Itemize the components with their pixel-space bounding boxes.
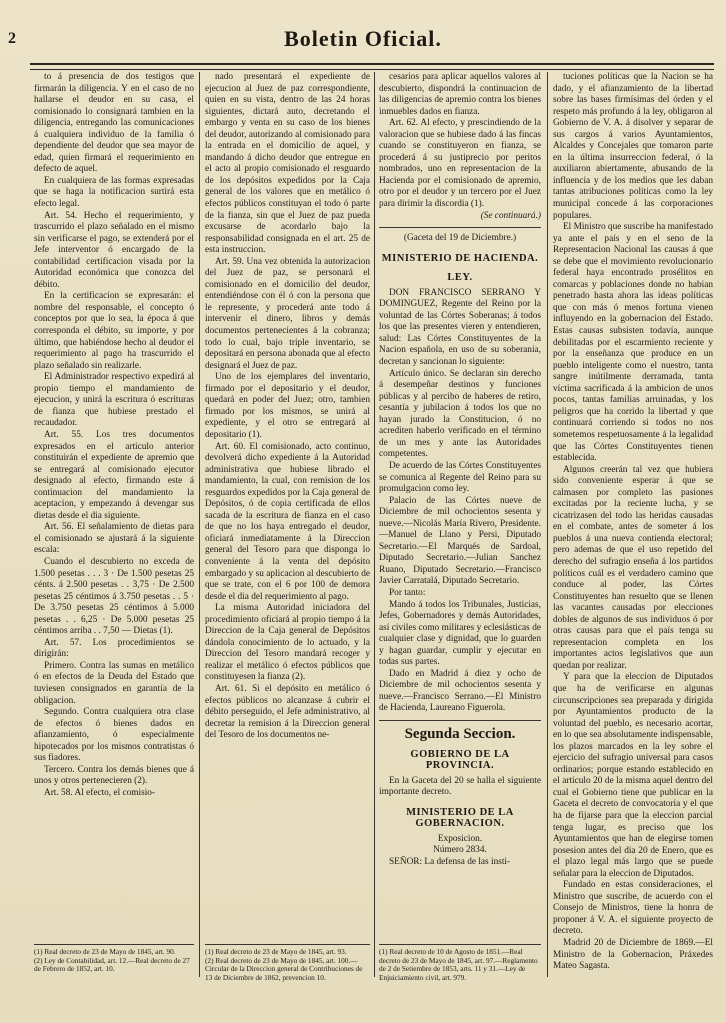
paragraph: Número 2834. (433, 845, 487, 856)
paragraph: (Gaceta del 19 de Diciembre.) (403, 233, 517, 244)
paragraph: DON FRANCISCO SERRANO Y DOMINGUEZ, Regente del Reino por la voluntad de las Córtes Soberanas; á todos los que las presentes vieren y entendieren, salud: Las Córtes Constituyentes de la Nacion española, en uso de su soberanía, decretan y sancionan lo siguiente: (379, 287, 541, 368)
paragraph: Palacio de las Córtes nueve de Diciembre de mil ochocientos sesenta y nueve.—Nicolás María Rivero, Presidente.—Manuel de Llano y Persi, Diputado Secretario.—El Marqués de Sardoal, Diputado Secretario.—Julian Sanchez Ruano, Diputado Secretario.—Francisco Javier Carratalá, Diputado Secretario. (379, 495, 541, 587)
text-column-2 (205, 72, 370, 942)
paragraph: Art. 60. El comisionado, acto contínuo, devolverá dicho expediente á la Autoridad administrativa que hubiese librado el mandamiento, la cual, con remision de los resguardos expedidos por la Caja general de Depósitos, ó de copia certificada de ellos sacada de la escritura de fianza en el caso de que no los haya entregado el deudor, oficiará inmediatamente á la Direccion general del Tesoro para que disponga lo conveniente á la venta del depósito embargado y su aplicacion al descubierto de que se trate, con el 6 por 100 de demora desde el dia del requerimiento al pago. (205, 441, 370, 602)
paragraph: to á presencia de dos testigos que firmarán la diligencia. Y en el caso de no hallarse el deudor en su casa, el comisionado lo consignará tambien en la diligencia, entregando las comunicaciones á cualquiera individuo de la familia ó dependiente del deudor que sea mayor de edad, quien firmará el requerimiento en defecto de aquel. (34, 72, 194, 175)
paragraph: De acuerdo de las Córtes Constituyentes se comunica al Regente del Reino para su promulgacion como ley. (379, 460, 541, 495)
footnote: (1) Real decreto de 23 de Mayo de 1845, art. 90. (34, 947, 176, 956)
paragraph: Segundo. Contra cualquiera otra clase de efectos ó bienes dados en afianzamiento, ó especialmente hipotecados por los mismos contratistas ó sus fiadores. (34, 707, 194, 764)
section-rule (379, 720, 541, 721)
paragraph: En la Gaceta del 20 se halla el siguiente importante decreto. (379, 775, 541, 798)
paragraph: tuciones políticas que la Nacion se ha dado, y el afianzamiento de la libertad sobre las bases firmísimas del órden y el respeto más profundo á la ley, obligaron al Gobierno de V. A. á disolver y separar de sus cargos á varios Ayuntamientos, Alcaldes y Concejales que tomaron parte en la última insurreccion federal, ó la auxiliaron abiertamente, abusando de la influencia y de los medios que les daban tantas atribuciones políticas como la ley municipal concede á las corporaciones populares. (553, 72, 713, 221)
paragraph: Algunos creerán tal vez que hubiera sido conveniente esperar á que se calmasen por completo las pasiones excitadas por la reciente lucha, y se cicatrizasen del todo las heridas causadas en el combate, antes de someter á los pueblos á una nueva contienda electoral; pero ademas de que el uso repetido del derecho del sufragio enseña á los partidos políticos cuál es el verdadero camino que conduce al poder, las Córtes Constituyentes han resuelto que se llenen las vacantes causadas por elecciones dobles de algunos de sus individuos ó por otras causas para que el país tenga su representacion completa en los importantes actos legislativos que aun quedan por realizar. (553, 464, 713, 671)
text-column-4 (553, 72, 714, 972)
section-heading: MINISTERIO DE LA GOBERNACION. (406, 806, 514, 830)
paragraph: En cualquiera de las formas expresadas que se haga la notificacion surtirá esta efecto legal. (34, 175, 194, 210)
footnote: (2) Ley de Contabilidad, art. 12.—Real decreto de 27 de Febrero de 1852, art. 10. (34, 955, 190, 974)
paragraph: cesarios para aplicar aquellos valores al descubierto, dispondrá la continuacion de las diligencias de apremio contra los bienes inmuebles dados en fianza. (379, 72, 541, 117)
section-heading: LEY. (447, 272, 473, 284)
paragraph: Uno de los ejemplares del inventario, firmado por el depositario y el deudor, quedará en poder del Juez; otro, tambien firmado por los mismos, se unirá al expediente, y el otro se entregará al depositario (1). (205, 372, 370, 440)
paragraph: Cuando el descubierto no exceda de 1.500 pesetas . . . 3 · De 1.500 pesetas 25 cénts. á 2.500 pesetas . . 3,75 · De 2.500 pesetas 25 céntimos á 3.750 pesetas . . 5 · De 3.750 pesetas 25 céntimos á 5.000 pesetas . . 6,25 · De 5.000 pesetas 25 céntimos arriba . . 7,50 — Dietas (1). (34, 556, 194, 637)
page-title: Boletin Oficial. (284, 26, 442, 51)
paragraph: Art. 59. Una vez obtenida la autorizacion del Juez de paz, se personará el comisionado en el domicilio del deudor, entendiéndose con él ó con la persona que le represente, y procederá ante todo á intervenir el dinero, libros y demás documentos pertenecientes á la cobranza; todo lo cual, bajo triple inventario, se depositará en persona abonada que al efecto designará el Juez de paz. (205, 256, 370, 371)
paragraph: Por tanto: (389, 587, 426, 598)
paragraph: Exposicion. (437, 833, 483, 844)
footnotes-column-1 (34, 944, 194, 1014)
text-column-1 (34, 72, 194, 942)
footnotes-column-2 (205, 944, 370, 1014)
paragraph: Mando á todos los Tribunales, Justicias, Jefes, Gobernadores y demás Autoridades, así civiles como militares y eclesiásticas de cualquier clase y dignidad, que lo guarden y hagan guardar, cumplir y ejecutar en todas sus partes. (379, 599, 541, 668)
paragraph: Y para que la eleccion de Diputados que ha de verificarse en algunas circunscripciones sea preparada y dirigida por Ayuntamientos producto de la voluntad del pueblo, es necesario acortar, en lo que sea absolutamente indispensable, los plazos marcados en la ley sobre el ejercicio del sufragio universal para casos ordinarios; porque estando establecido en el artículo 20 de la misma aquel dentro del cual el Gobierno tiene que publicar en la Gaceta el decreto de convocatoria y el que ha de fijarse para que la eleccion parcial tenga lugar, es preciso que los Ayuntamientos que han de elegirse tomen posesion antes del dia 20 de Enero, que es el plazo legal más largo que se puede señalar para la eleccion de Diputados. (553, 672, 713, 879)
column-divider (199, 72, 200, 977)
text-column-3 (379, 72, 541, 942)
paragraph: Dado en Madrid á diez y ocho de Diciembre de mil ochocientos sesenta y nueve.—Francisco Serrano.—El Ministro de Hacienda, Laureano Figuerola. (379, 668, 541, 714)
paragraph: (Se continuará.) (480, 210, 541, 221)
paragraph: Madrid 20 de Diciembre de 1869.—El Ministro de la Gobernacion, Práxedes Mateo Sagasta. (553, 938, 713, 972)
header-rule (30, 63, 714, 70)
paragraph: Fundado en estas consideraciones, el Ministro que suscribe, de acuerdo con el Consejo de Ministros, tiene la honra de proponer á V. A. el siguiente proyecto de decreto. (553, 880, 713, 937)
paragraph: Artículo único. Se declaran sin derecho á desempeñar destinos y funciones públicas y al percibo de haberes de retiro, cesantía y jubilacion á todos los que no hayan jurado la Constitucion, ó no acrediten haberlo verificado en el término de un mes y ante las Autoridades competentes. (379, 368, 541, 460)
paragraph: El Administrador respectivo expedirá al propio tiempo el mandamiento de ejecucion, y unirá la escritura ó escrituras de fianza que hubiese prestado el recaudador. (34, 372, 194, 429)
page-number: 2 (8, 30, 16, 47)
column-divider (374, 72, 375, 977)
section-rule (379, 227, 541, 228)
paragraph: Art. 54. Hecho el requerimiento, y trascurrido el plazo señalado en el mismo sin verificarse el pago, se extenderá por el Jefe interventor ó encargado de la contabilidad certificacion visada por la Autoridad económica que conozca del débito. (34, 210, 194, 290)
section-heading: MINISTERIO DE HACIENDA. (381, 252, 539, 264)
paragraph: SEÑOR: La defensa de las insti- (389, 856, 511, 867)
paragraph: Tercero. Contra los demás bienes que á unos y otros pertenecieren (2). (34, 764, 194, 787)
paragraph: Art. 56. El señalamiento de dietas para el comisionado se ajustará á la siguiente escala: (34, 522, 194, 556)
paragraph: nado presentará el expediente de ejecucion al Juez de paz correspondiente, quien en su vista, dentro de las 24 horas siguientes, dictará auto, decretando el embargo y venta en su caso de los bienes del deudor, autorizando al comisionado para la entrada en el domicilio de aquel, y mandando á dicho deudor que entregue en el acto al propio comisionado el resguardo de los depósitos expedidos por la Caja general de los valores que en metálico ó efectos públicos constituyan el todo ó parte de la fianza, sin que el Juez de paz pueda excusarse de acordarlo bajo la responsabilidad consignada en el art. 25 de esta instruccion. (205, 72, 370, 256)
footnote: (2) Real decreto de 23 de Mayo de 1845, art. 100.—Circular de la Direccion general de Contribuciones de 13 de Diciembre de 1862, prevencion 10. (205, 955, 363, 982)
paragraph: En la certificacion se expresarán: el nombre del responsable, el concepto ó conceptos por que lo sea, la época á que corresponda el débito, su importe, y por último, que habiéndose hecho al deudor el requerimiento al pago ha trascurrido el plazo señalado sin realizarle. (34, 291, 194, 371)
footnotes-column-3 (379, 944, 541, 1014)
paragraph: La misma Autoridad iniciadora del procedimiento oficiará al propio tiempo á la Direccion de la Caja general de Depósitos dándola conocimiento de lo actuado, y la Direccion del Tesoro mandará recoger y realizar el metálico ó efectos públicos que constituyesen la fianza (2). (205, 603, 370, 683)
footnote: (1) Real decreto de 10 de Agosto de 1851.—Real decreto de 23 de Mayo de 1845, art. 97.—Reglamento de 2 de Setiembre de 1853, arts. 11 y 31.—Ley de Enjuiciamiento civil, art. 979. (379, 947, 538, 982)
paragraph: El Ministro que suscribe ha manifestado ya ante el país y en el seno de la Representacion Nacional las causas á que se debe que el movimiento revolucionario federal haya encontrado prosélitos en comarcas y poblaciones donde no habian penetrado hasta ahora las ideas políticas que con más ó menos fortuna vienen influyendo en la gobernacion del Estado. Estas causas subsisten todavía, aunque debilitadas por el escarmiento reciente y por la enseñanza que produce en un pueblo inteligente como el nuestro, tanta sangre inútilmente derramada, tanta víctima sacrificada á la ambicion de unos pocos, tantas familias arruinadas, y los peligros que ha corrido la libertad y que continuará corriendo si todos no nos sometemos respetuosamente á la legalidad que las Córtes Constituyentes tienen establecida. (553, 222, 714, 464)
paragraph: Art. 57. Los procedimientos se dirigirán: (34, 637, 194, 660)
section-heading: GOBIERNO DE LA PROVINCIA. (410, 748, 510, 772)
paragraph: Primero. Contra las sumas en metálico ó en efectos de la Deuda del Estado que tuviesen consignados en garantía de la obligacion. (34, 660, 194, 706)
paragraph: Art. 61. Si el depósito en metálico ó efectos públicos no alcanzase á cubrir el débito perseguido, el Jefe administrativo, al decretar la remision á la Direccion general del Tesoro de los documentos ne- (205, 683, 370, 741)
footnote: (1) Real decreto de 23 de Mayo de 1845, art. 93. (205, 947, 347, 956)
column-divider (547, 72, 548, 977)
paragraph: Art. 62. Al efecto, y prescindiendo de la valoracion que se hubiese dado á las fincas cuando se constituyeron en fianza, se procederá á su justiprecio por peritos nombrados, uno en representacion de la Hacienda por el comisionado de apremio, otro por el deudor y un tercero por el Juez para dirimir la discordia (1). (379, 118, 541, 210)
section-heading: Segunda Seccion. (404, 725, 516, 742)
paragraph: Art. 55. Los tres documentos expresados en el artículo anterior constituirán el expediente de apremio que se entregará al comisionado ejecutor designado al efecto, firmando este á continuacion del mandamiento la aceptacion, y empezando á devengar sus dietas desde el dia siguiente. (34, 429, 194, 521)
paragraph: Art. 58. Al efecto, el comisio- (44, 787, 156, 798)
